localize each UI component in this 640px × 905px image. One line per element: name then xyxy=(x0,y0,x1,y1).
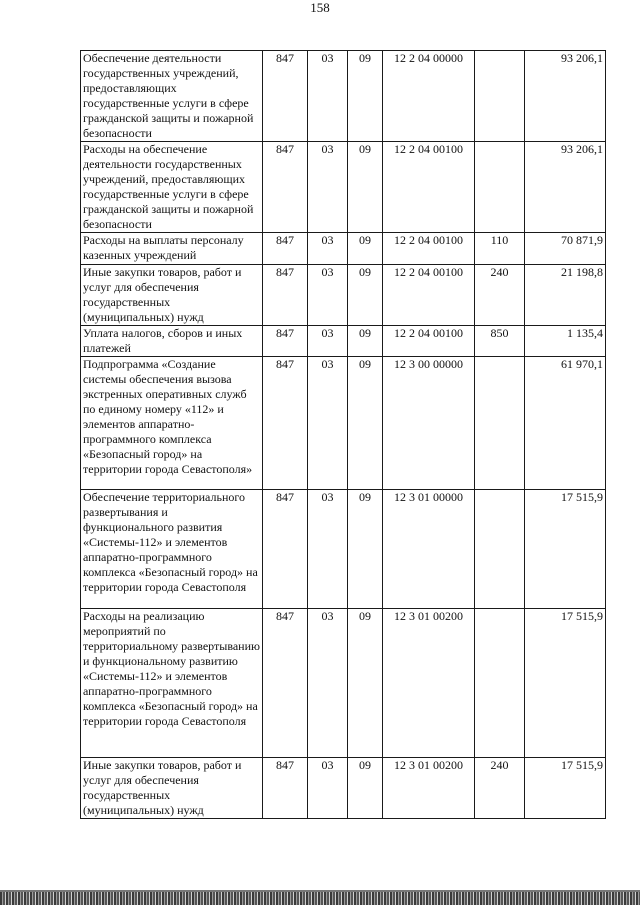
target-article-code: 12 3 00 00000 xyxy=(383,357,475,490)
section-code: 03 xyxy=(308,326,348,357)
item-name: Расходы на реализацию мероприятий по территориальному развертыванию и функциональному развитию «Системы-112» и элементов аппаратно-программного комплекса «Безопасный город» на территории города Севастополя xyxy=(81,609,263,758)
target-article-code: 12 3 01 00200 xyxy=(383,758,475,819)
section-code: 03 xyxy=(308,609,348,758)
target-article-code: 12 2 04 00100 xyxy=(383,326,475,357)
gr-code: 847 xyxy=(263,51,308,142)
gr-code: 847 xyxy=(263,758,308,819)
gr-code: 847 xyxy=(263,142,308,233)
table-row xyxy=(81,265,606,326)
item-name: Расходы на обеспечение деятельности государственных учреждений, предоставляющих государственные услуги в сфере гражданской защиты и пожарной безопасности xyxy=(81,142,263,233)
subsection-code: 09 xyxy=(348,51,383,142)
table-row xyxy=(81,357,606,490)
expense-type-code: 110 xyxy=(475,233,525,265)
amount: 21 198,8 xyxy=(525,265,606,326)
amount: 17 515,9 xyxy=(525,490,606,609)
item-name: Расходы на выплаты персоналу казенных учреждений xyxy=(81,233,263,265)
subsection-code: 09 xyxy=(348,326,383,357)
section-code: 03 xyxy=(308,142,348,233)
expense-type-code xyxy=(475,357,525,490)
gr-code: 847 xyxy=(263,265,308,326)
expense-type-code: 240 xyxy=(475,758,525,819)
section-code: 03 xyxy=(308,490,348,609)
target-article-code: 12 3 01 00000 xyxy=(383,490,475,609)
subsection-code: 09 xyxy=(348,233,383,265)
amount: 17 515,9 xyxy=(525,609,606,758)
section-code: 03 xyxy=(308,357,348,490)
target-article-code: 12 3 01 00200 xyxy=(383,609,475,758)
item-name: Подпрограмма «Создание системы обеспечения вызова экстренных оперативных служб по единому номеру «112» и элементов аппаратно-программного комплекса «Безопасный город» на территории города Севастополя» xyxy=(81,357,263,490)
subsection-code: 09 xyxy=(348,490,383,609)
expense-type-code: 850 xyxy=(475,326,525,357)
target-article-code: 12 2 04 00100 xyxy=(383,265,475,326)
target-article-code: 12 2 04 00000 xyxy=(383,51,475,142)
table-row xyxy=(81,490,606,609)
item-name: Уплата налогов, сборов и иных платежей xyxy=(81,326,263,357)
subsection-code: 09 xyxy=(348,609,383,758)
table-row xyxy=(81,51,606,142)
gr-code: 847 xyxy=(263,326,308,357)
table-row xyxy=(81,326,606,357)
subsection-code: 09 xyxy=(348,142,383,233)
amount: 93 206,1 xyxy=(525,142,606,233)
gr-code: 847 xyxy=(263,490,308,609)
table-row xyxy=(81,758,606,819)
table-row xyxy=(81,142,606,233)
expense-type-code xyxy=(475,609,525,758)
page-number: 158 xyxy=(310,0,330,15)
target-article-code: 12 2 04 00100 xyxy=(383,142,475,233)
subsection-code: 09 xyxy=(348,357,383,490)
target-article-code: 12 2 04 00100 xyxy=(383,233,475,265)
subsection-code: 09 xyxy=(348,758,383,819)
amount: 61 970,1 xyxy=(525,357,606,490)
scan-bottom-edge xyxy=(0,892,640,905)
gr-code: 847 xyxy=(263,609,308,758)
table-row xyxy=(81,609,606,758)
budget-table xyxy=(80,50,606,819)
section-code: 03 xyxy=(308,233,348,265)
section-code: 03 xyxy=(308,51,348,142)
item-name: Иные закупки товаров, работ и услуг для обеспечения государственных (муниципальных) нужд xyxy=(81,758,263,819)
expense-type-code xyxy=(475,490,525,609)
item-name: Иные закупки товаров, работ и услуг для обеспечения государственных (муниципальных) нужд xyxy=(81,265,263,326)
table-row xyxy=(81,233,606,265)
expense-type-code xyxy=(475,142,525,233)
subsection-code: 09 xyxy=(348,265,383,326)
section-code: 03 xyxy=(308,758,348,819)
amount: 17 515,9 xyxy=(525,758,606,819)
amount: 70 871,9 xyxy=(525,233,606,265)
amount: 93 206,1 xyxy=(525,51,606,142)
gr-code: 847 xyxy=(263,357,308,490)
gr-code: 847 xyxy=(263,233,308,265)
section-code: 03 xyxy=(308,265,348,326)
item-name: Обеспечение деятельности государственных учреждений, предоставляющих государственные услуги в сфере гражданской защиты и пожарной безопасности xyxy=(81,51,263,142)
amount: 1 135,4 xyxy=(525,326,606,357)
item-name: Обеспечение территориального развертывания и функционального развития «Системы-112» и элементов аппаратно-программного комплекса «Безопасный город» на территории города Севастополя xyxy=(81,490,263,609)
expense-type-code: 240 xyxy=(475,265,525,326)
expense-type-code xyxy=(475,51,525,142)
